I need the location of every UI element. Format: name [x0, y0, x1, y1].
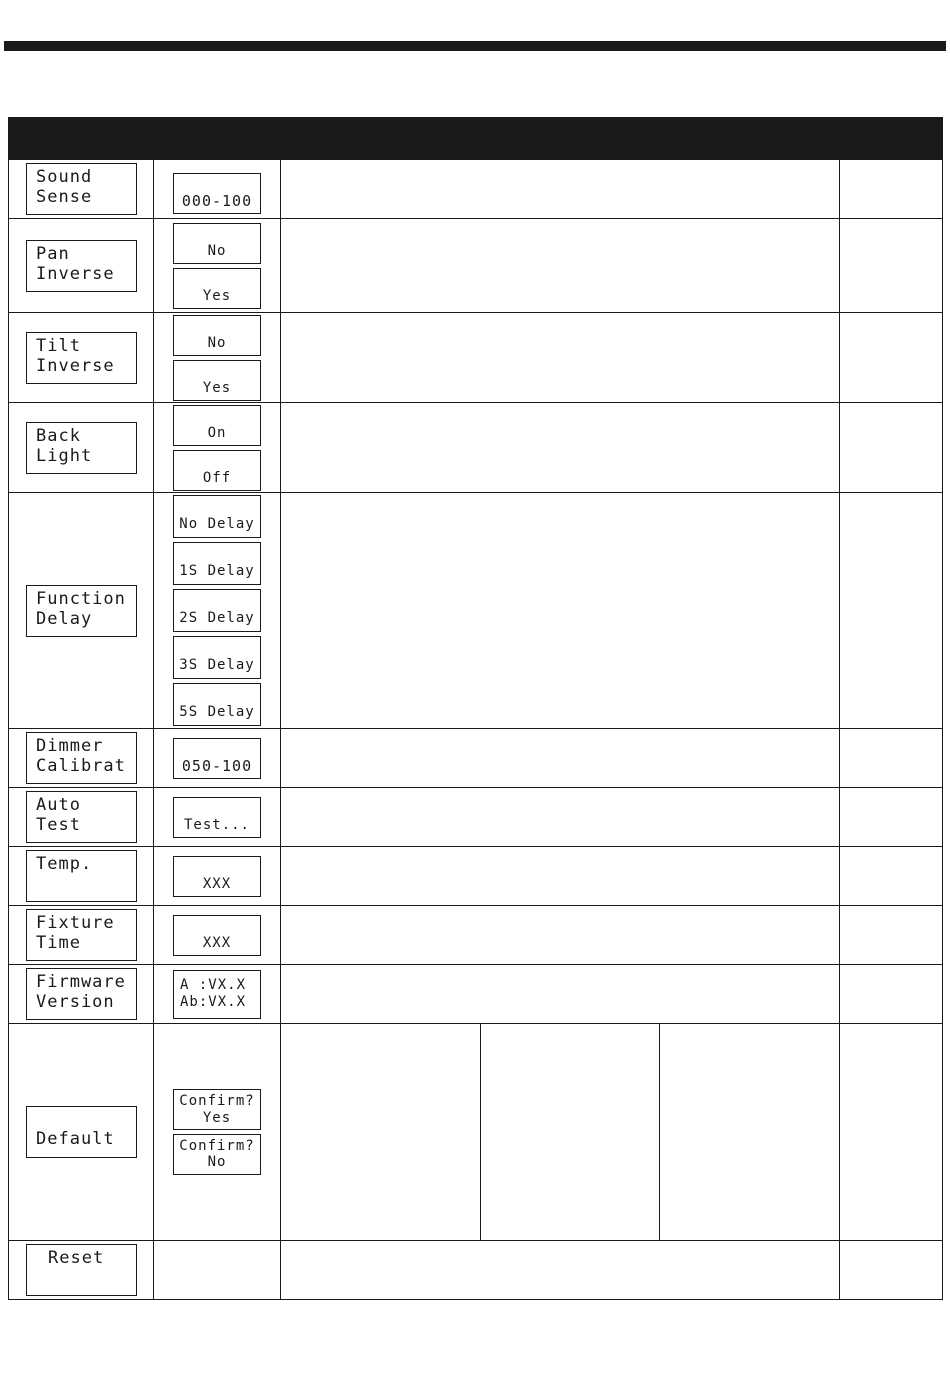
default-cell — [840, 965, 943, 1024]
table-row — [9, 313, 943, 403]
menu-item-sound-sense[interactable]: Sound Sense — [26, 163, 137, 215]
confirm-no-option[interactable]: Confirm? No — [173, 1134, 261, 1175]
default-cell — [840, 219, 943, 313]
option-value[interactable]: No Delay — [173, 495, 261, 538]
table-row — [9, 729, 943, 788]
option-value[interactable]: No — [173, 223, 261, 264]
default-cell — [840, 788, 943, 847]
description-cell — [281, 493, 840, 729]
header-cell-default — [840, 118, 943, 160]
description-cell — [281, 403, 840, 493]
description-cell — [281, 1024, 840, 1241]
default-cell — [840, 403, 943, 493]
option-value[interactable]: 1S Delay — [173, 542, 261, 585]
option-value[interactable]: XXX — [173, 856, 261, 897]
option-value[interactable]: 3S Delay — [173, 636, 261, 679]
menu-item-fixture-time[interactable]: Fixture Time — [26, 909, 137, 961]
menu-item-auto-test[interactable]: Auto Test — [26, 791, 137, 843]
table-row — [9, 965, 943, 1024]
menu-item-back-light[interactable]: Back Light — [26, 422, 137, 474]
option-cell-empty — [154, 1241, 281, 1300]
menu-table — [8, 117, 943, 1300]
default-cell — [840, 1241, 943, 1300]
description-cell — [281, 160, 840, 219]
option-value[interactable]: 5S Delay — [173, 683, 261, 726]
table-row — [9, 1024, 943, 1241]
default-cell — [840, 313, 943, 403]
description-cell — [281, 729, 840, 788]
table-header-row — [9, 118, 943, 160]
confirm-yes-option[interactable]: Confirm? Yes — [173, 1089, 261, 1130]
description-subcell — [660, 1024, 839, 1240]
description-cell — [281, 847, 840, 906]
option-value[interactable]: XXX — [173, 915, 261, 956]
option-value[interactable]: Yes — [173, 268, 261, 309]
description-cell — [281, 965, 840, 1024]
option-value[interactable]: 2S Delay — [173, 589, 261, 632]
firmware-value: A :VX.X Ab:VX.X — [173, 970, 261, 1019]
default-cell — [840, 729, 943, 788]
table-row — [9, 403, 943, 493]
description-cell — [281, 219, 840, 313]
default-cell — [840, 847, 943, 906]
header-rule — [4, 41, 946, 51]
option-value[interactable]: Yes — [173, 360, 261, 401]
default-cell — [840, 1024, 943, 1241]
description-subcell — [481, 1024, 660, 1240]
table-row — [9, 219, 943, 313]
menu-item-firmware-version[interactable]: Firmware Version — [26, 968, 137, 1020]
menu-item-tilt-inverse[interactable]: Tilt Inverse — [26, 332, 137, 384]
option-value[interactable]: Test... — [173, 797, 261, 838]
table-row — [9, 160, 943, 219]
option-value[interactable]: 050-100 — [173, 738, 261, 779]
table-row — [9, 906, 943, 965]
table-row — [9, 493, 943, 729]
default-cell — [840, 906, 943, 965]
description-cell — [281, 313, 840, 403]
option-value[interactable]: 000-100 — [173, 173, 261, 214]
description-subcell — [281, 1024, 481, 1240]
header-cell-menu — [9, 118, 154, 160]
default-cell — [840, 160, 943, 219]
menu-item-temp[interactable]: Temp. — [26, 850, 137, 902]
option-value[interactable]: Off — [173, 450, 261, 491]
option-value[interactable]: No — [173, 315, 261, 356]
header-cell-option — [154, 118, 281, 160]
menu-item-default[interactable]: Default — [26, 1106, 137, 1158]
header-cell-description — [281, 118, 840, 160]
description-cell — [281, 906, 840, 965]
table-row — [9, 1241, 943, 1300]
menu-item-dimmer-calibrat[interactable]: Dimmer Calibrat — [26, 732, 137, 784]
table-row — [9, 847, 943, 906]
description-cell — [281, 788, 840, 847]
table-row — [9, 788, 943, 847]
menu-item-pan-inverse[interactable]: Pan Inverse — [26, 240, 137, 292]
default-cell — [840, 493, 943, 729]
description-cell — [281, 1241, 840, 1300]
option-value[interactable]: On — [173, 405, 261, 446]
menu-item-reset[interactable]: Reset — [26, 1244, 137, 1296]
menu-item-function-delay[interactable]: Function Delay — [26, 585, 137, 637]
